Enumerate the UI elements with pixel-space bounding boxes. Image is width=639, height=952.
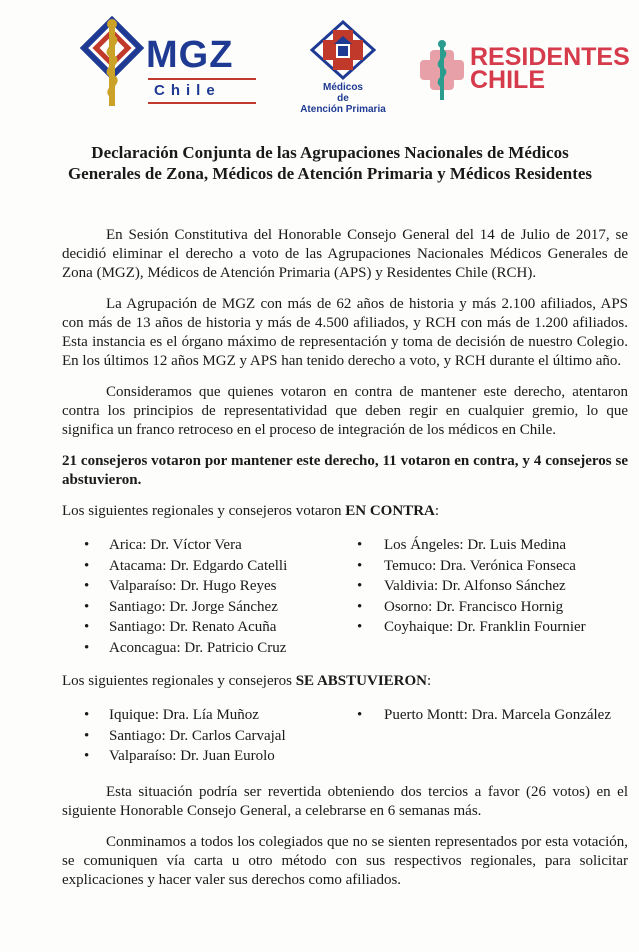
rch-logo xyxy=(418,36,630,106)
paragraph-call-to-action: Conminamos a todos los colegiados que no se sienten representados por esta votación, se comuniquen vía carta u otro método con sus respectivos regionales, para solicitar explicaciones y hacer valer sus derechos como afiliados. xyxy=(62,833,628,888)
mgz-divider xyxy=(148,78,256,80)
list-item: • Valparaíso: Dr. Juan Eurolo xyxy=(62,746,345,767)
mgz-divider xyxy=(148,102,256,104)
abstain-list-left xyxy=(62,705,345,767)
paragraph-session: En Sesión Constitutiva del Honorable Consejo General del 14 de Julio de 2017, se decidió eliminar el derecho a voto de las Agrupaciones Nacionales Médicos Generales de Zona (MGZ), Médicos de Atención Primaria (APS) y Residentes Chile (RCH). xyxy=(62,227,628,281)
list-item: • Coyhaique: Dr. Franklin Fournier xyxy=(345,617,628,638)
abstain-right-items xyxy=(345,705,628,726)
paragraph-reversal: Esta situación podría ser revertida obteniendo dos tercios a favor (26 votos) en el siguiente Honorable Consejo General, a celebrarse en 6 semanas más. xyxy=(62,783,628,819)
mgz-emblem-icon xyxy=(80,16,144,116)
title-line: Declaración Conjunta de las Agrupaciones Nacionales de Médicos xyxy=(91,143,569,162)
abstain-intro-text: Los siguientes regionales y consejeros xyxy=(62,673,292,689)
vote-summary: 21 consejeros votaron por mantener este derecho, 11 votaron en contra, y 4 consejeros se abstuvieron. xyxy=(62,453,628,488)
list-item: • Puerto Montt: Dra. Marcela González xyxy=(345,705,628,726)
abstain-list xyxy=(62,705,628,767)
aps-label-line: de xyxy=(337,93,349,104)
rch-name-line: CHILE xyxy=(470,66,545,94)
paragraph-position: Consideramos que quienes votaron en contra de mantener este derecho, atentaron contra los principios de representatividad que deben regir en cualquier gremio, lo que significa un franco retroceso en el proceso de integración de los médicos en Chile. xyxy=(62,384,628,438)
document-title xyxy=(60,142,600,184)
abstain-colon: : xyxy=(427,673,432,689)
rch-name xyxy=(470,43,630,94)
title-line: Generales de Zona, Médicos de Atención Primaria y Médicos Residentes xyxy=(67,164,593,183)
abstain-label: SE ABSTUVIERON xyxy=(295,673,427,689)
against-list xyxy=(62,535,628,658)
against-list-left xyxy=(62,535,345,658)
list-item: • Osorno: Dr. Francisco Hornig xyxy=(345,597,628,618)
list-item: • Santiago: Dr. Renato Acuña xyxy=(62,617,345,638)
rch-emblem-icon xyxy=(418,36,466,106)
paragraph-background: La Agrupación de MGZ con más de 62 años de historia y más 2.100 afiliados, APS con más de 13 años de historia y más de 4.500 afiliados, y RCH con más de 1.200 afiliados. Esta instancia es el órgano máximo de representación y toma de decisión de nuestro Colegio. En los últimos 12 años MGZ y APS han tenido derecho a voto, y RCH durante el último año. xyxy=(62,296,628,369)
against-label: EN CONTRA xyxy=(345,503,435,519)
list-item: • Arica: Dr. Víctor Vera xyxy=(62,535,345,556)
abstain-left-items xyxy=(62,705,345,767)
mgz-subtitle: Chile xyxy=(154,82,221,99)
against-intro xyxy=(62,502,628,521)
aps-label-line: Atención Primaria xyxy=(300,104,386,115)
mgz-logo xyxy=(80,16,260,116)
aps-label xyxy=(298,82,388,115)
aps-cross-icon xyxy=(298,20,388,82)
abstain-list-right xyxy=(345,705,628,767)
list-item: • Temuco: Dra. Verónica Fonseca xyxy=(345,556,628,577)
list-item: • Santiago: Dr. Jorge Sánchez xyxy=(62,597,345,618)
against-intro-text: Los siguientes regionales y consejeros votaron xyxy=(62,503,342,519)
against-colon: : xyxy=(434,503,440,519)
list-item: • Los Ángeles: Dr. Luis Medina xyxy=(345,535,628,556)
list-item: • Atacama: Dr. Edgardo Catelli xyxy=(62,556,345,577)
header-logos xyxy=(0,0,639,130)
abstain-intro xyxy=(62,672,628,691)
rch-name-line: RESIDENTES xyxy=(470,43,630,71)
against-list-right xyxy=(345,535,628,658)
list-item: • Aconcagua: Dr. Patricio Cruz xyxy=(62,638,345,659)
list-item: • Valparaíso: Dr. Hugo Reyes xyxy=(62,576,345,597)
against-left-items xyxy=(62,535,345,658)
list-item: • Valdivia: Dr. Alfonso Sánchez xyxy=(345,576,628,597)
list-item: • Iquique: Dra. Lía Muñoz xyxy=(62,705,345,726)
document-body xyxy=(62,226,628,890)
against-right-items xyxy=(345,535,628,638)
aps-label-line: Médicos xyxy=(322,82,363,93)
list-item: • Santiago: Dr. Carlos Carvajal xyxy=(62,726,345,747)
aps-logo xyxy=(298,20,388,120)
mgz-name: MGZ xyxy=(146,34,234,76)
